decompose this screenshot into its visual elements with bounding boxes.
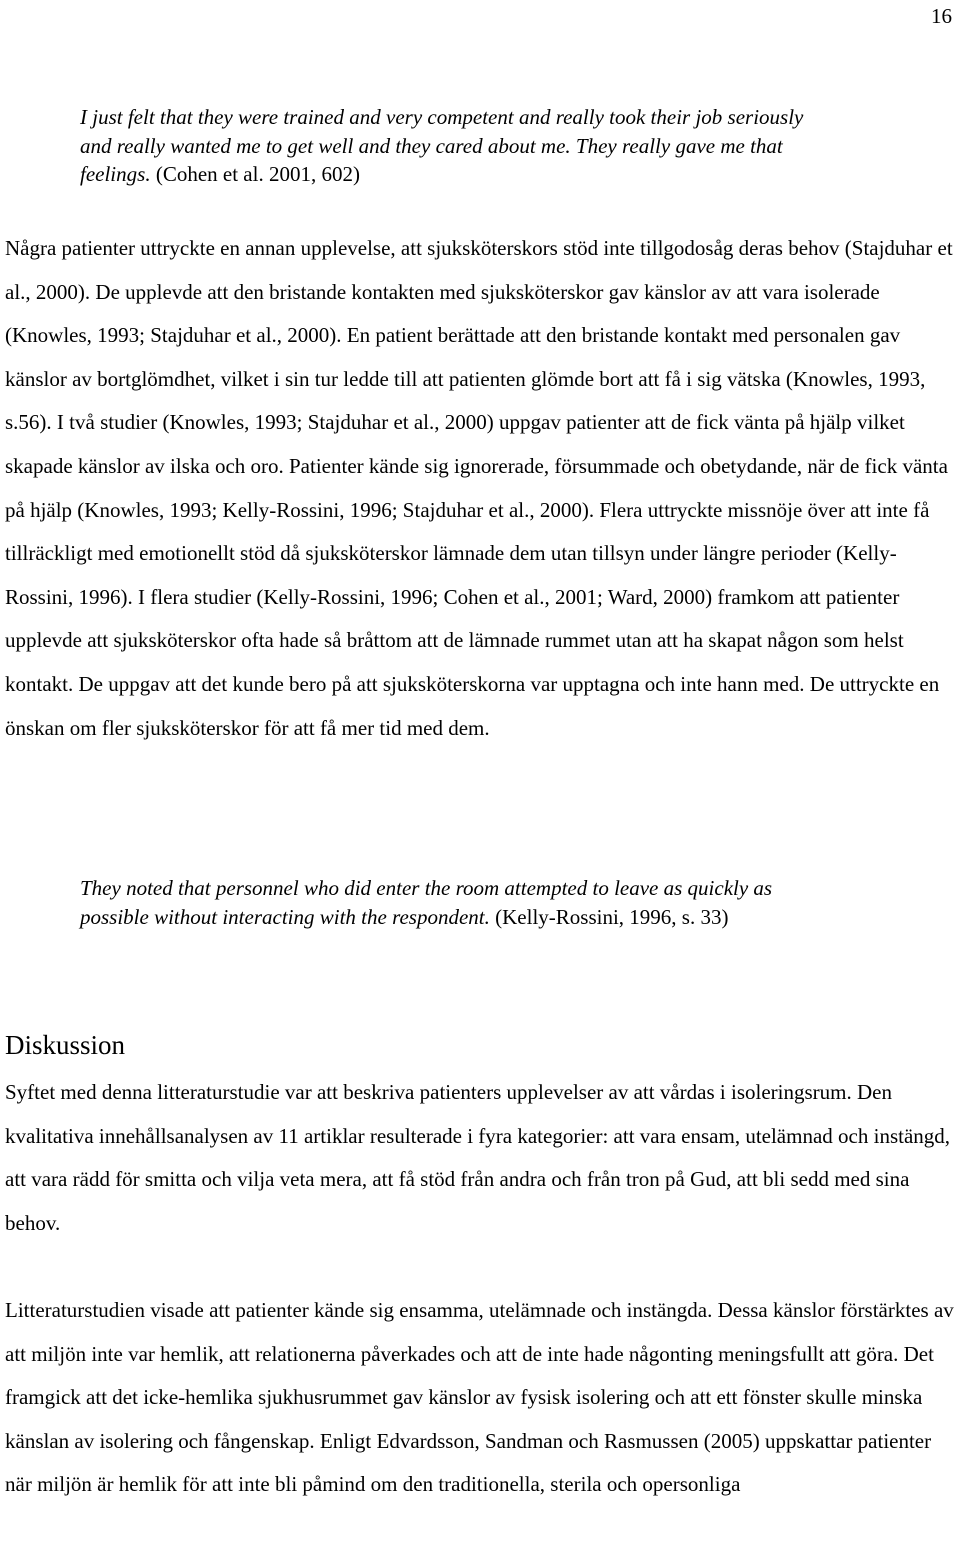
body-paragraph-aim: Syftet med denna litteraturstudie var att beskriva patienters upplevelser av att vårdas i isoleringsrum. Den kvalitativa innehållsanalysen av 11 artiklar resulterade i fyra kategorier: att vara ensam, utelämnad och instängd, att vara rädd för smitta och vilja veta mera, att få stöd från andra och från tron på Gud, att bli sedd med sina behov.: [5, 1080, 951, 1235]
quote-citation: (Cohen et al. 2001, 602): [150, 162, 360, 186]
quote-italic-text: I just felt that they were trained and very competent and really took their job seriously and really wanted me to get well and they cared about me. They really gave me that feelings.: [80, 105, 804, 186]
block-quote-patient-experience: [80, 103, 840, 189]
block-quote-personnel: [80, 874, 840, 931]
quote-italic-text: They noted that personnel who did enter the room attempted to leave as quickly as possible without interacting with the respondent.: [80, 876, 773, 929]
quote-citation: (Kelly-Rossini, 1996, s. 33): [489, 904, 729, 929]
section-heading-diskussion: Diskussion: [5, 1030, 126, 1060]
body-paragraph-nurse-support: Några patienter uttryckte en annan upplevelse, att sjuksköterskors stöd inte tillgodosåg deras behov (Stajduhar et al., 2000). De upplevde att den bristande kontakten med sjuksköterskor gav känslor av att vara isolerade (Knowles, 1993; Stajduhar et al., 2000). En patient berättade att den bristande kontakt med personalen gav känslor av bortglömdhet, vilket i sin tur ledde till att patienten glömde bort att få i sig vätska (Knowles, 1993, s.56). I två studier (Knowles, 1993; Stajduhar et al., 2000) uppgav patienter att de fick vänta på hjälp vilket skapade känslor av ilska och oro. Patienter kände sig ignorerade, försummade och obetydande, när de fick vänta på hjälp (Knowles, 1993; Kelly-Rossini, 1996; Stajduhar et al., 2000). Flera uttryckte missnöje över att inte få tillräckligt med emotionellt stöd då sjuksköterskor lämnade dem utan tillsyn under längre perioder (Kelly-Rossini, 1996). I flera studier (Kelly-Rossini, 1996; Cohen et al., 2001; Ward, 2000) framkom att patienter upplevde att sjuksköterskor ofta hade så bråttom att de lämnade rummet utan att ha skapat någon som helst kontakt. De uppgav att det kunde bero på att sjuksköterskorna var upptagna och inte hann med. De uttryckte en önskan om fler sjuksköterskor för att få mer tid med dem.: [5, 236, 953, 740]
body-paragraph-findings: Litteraturstudien visade att patienter kände sig ensamma, utelämnade och instängda. Dessa känslor förstärktes av att miljön inte var hemlik, att relationerna påverkades och att de inte hade någonting meningsfullt att göra. Det framgick att det icke-hemlika sjukhusrummet gav känslor av fysisk isolering och att ett fönster skulle minska känslan av isolering och fångenskap. Enligt Edvardsson, Sandman och Rasmussen (2005) uppskattar patienter när miljön är hemlik för att inte bli påmind om den traditionella, sterila och opersonliga: [5, 1298, 954, 1497]
page-number: 16: [931, 4, 952, 28]
